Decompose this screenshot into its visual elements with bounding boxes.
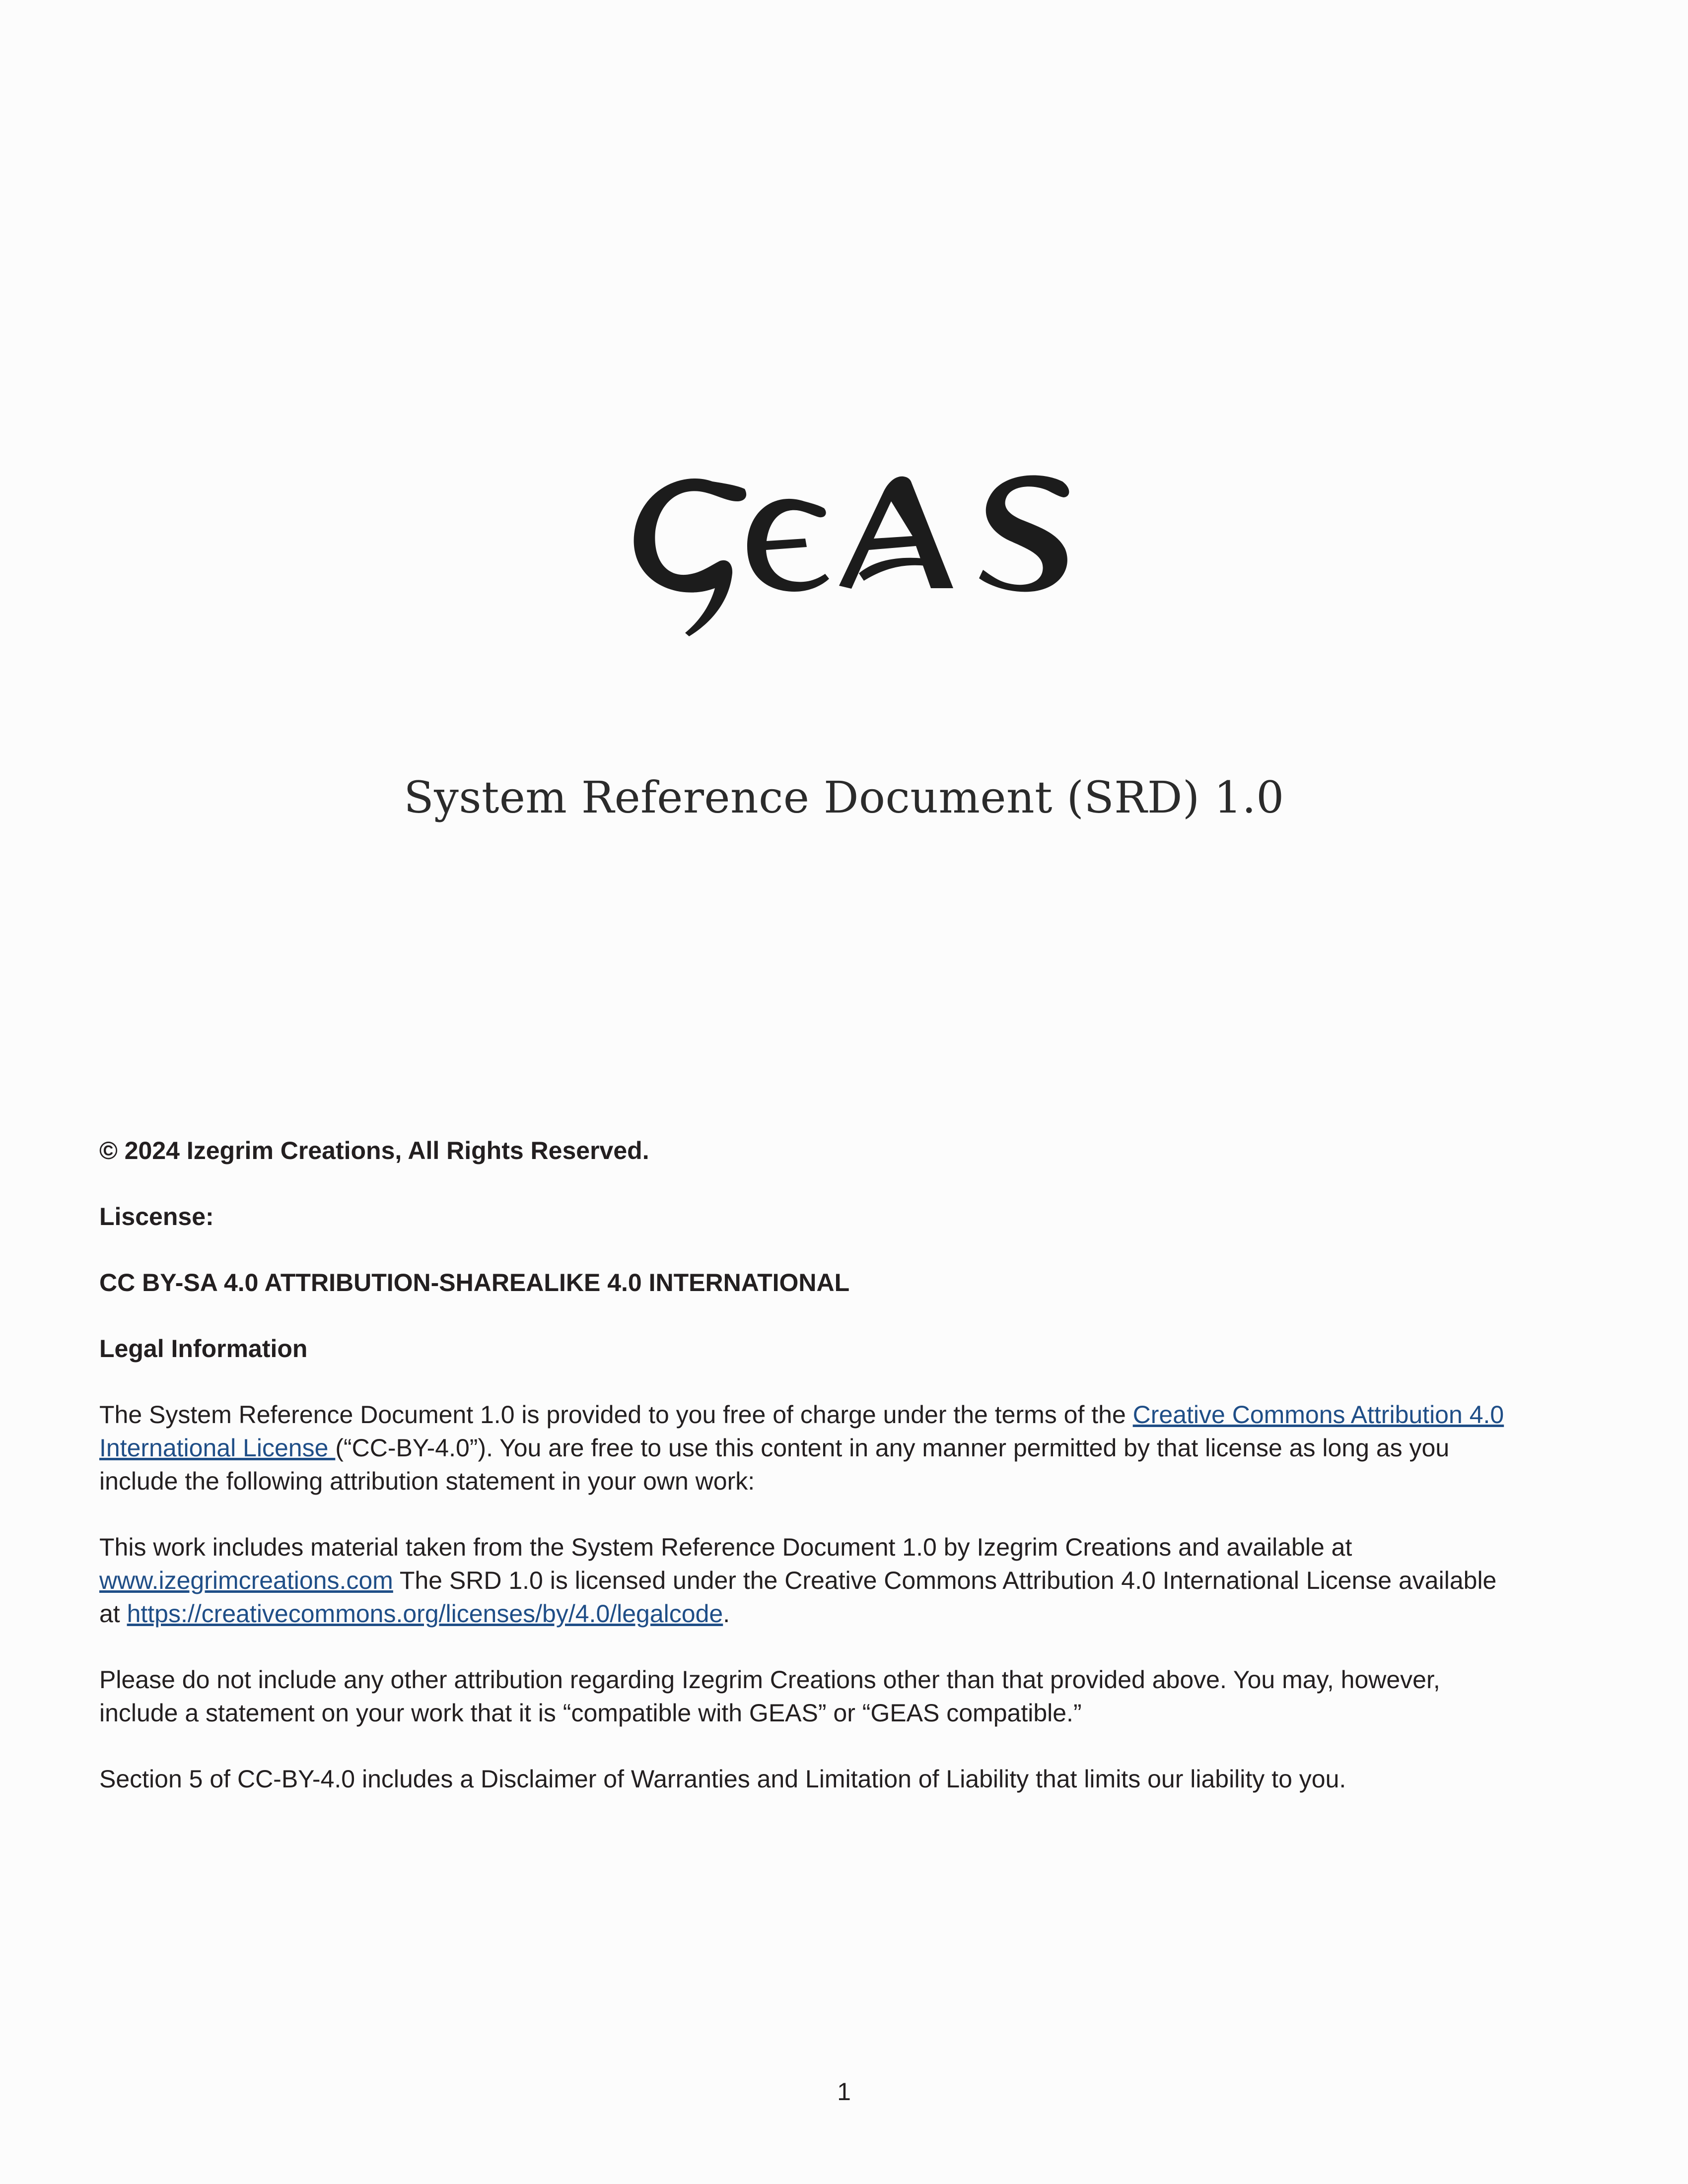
attribution-text-end: . — [723, 1600, 730, 1628]
license-paragraph-text-end: (“CC-BY-4.0”). You are free to use this content in any manner permitted by that license as long as you include the following attribution statement in your own work: — [99, 1434, 1450, 1495]
attribution-text-middle: The SRD 1.0 is licensed under the Creative Commons Attribution 4.0 International License available at — [99, 1567, 1497, 1628]
izegrim-website-link[interactable]: www.izegrimcreations.com — [99, 1567, 393, 1594]
compatibility-paragraph: Please do not include any other attribution regarding Izegrim Creations other than that provided above. You may, however, include a statement on your work that it is “compatible with GEAS” or “GEAS compatible.” — [99, 1666, 1440, 1727]
legal-content — [99, 1134, 1509, 1829]
license-paragraph-text-start: The System Reference Document 1.0 is provided to you free of charge under the terms of the — [99, 1401, 1133, 1429]
attribution-paragraph — [99, 1531, 1509, 1631]
license-label: Liscense: — [99, 1203, 214, 1230]
geas-logo-icon — [626, 462, 1082, 640]
cc-license-link[interactable]: Creative Commons Attribution 4.0 International License — [99, 1401, 1504, 1462]
legalcode-link[interactable]: https://creativecommons.org/licenses/by/4.0/legalcode — [127, 1600, 723, 1628]
document-subtitle: System Reference Document (SRD) 1.0 — [404, 772, 1284, 823]
attribution-text-start: This work includes material taken from the System Reference Document 1.0 by Izegrim Creations and available at — [99, 1533, 1352, 1561]
license-name: CC BY-SA 4.0 ATTRIBUTION-SHAREALIKE 4.0 INTERNATIONAL — [99, 1269, 850, 1297]
disclaimer-paragraph: Section 5 of CC-BY-4.0 includes a Disclaimer of Warranties and Limitation of Liability that limits our liability to you. — [99, 1765, 1346, 1793]
geas-logo-art — [626, 462, 1082, 640]
page-number: 1 — [837, 2078, 851, 2106]
license-paragraph — [99, 1398, 1509, 1498]
legal-heading: Legal Information — [99, 1335, 308, 1363]
copyright-notice: © 2024 Izegrim Creations, All Rights Reserved. — [99, 1137, 649, 1164]
